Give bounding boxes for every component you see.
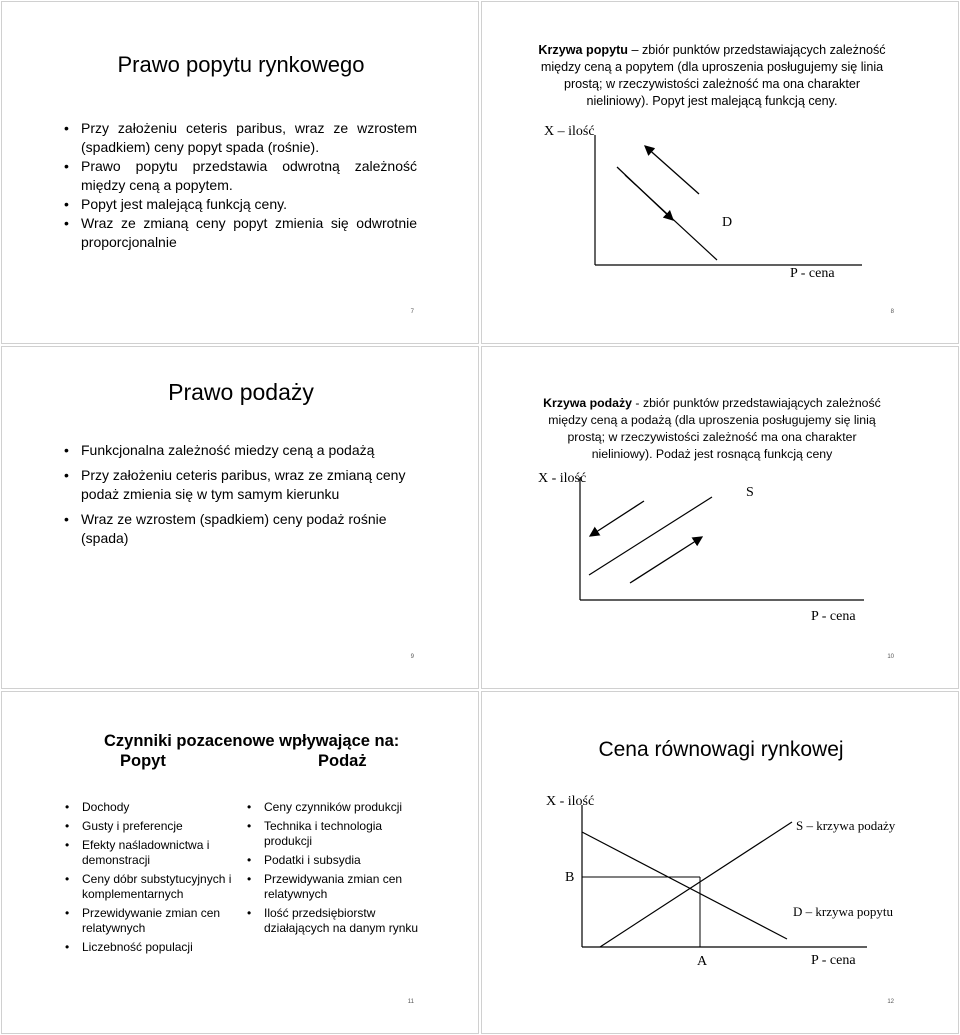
bullet-item: • Przy założeniu ceteris paribus, wraz ze wzrostem (spadkiem) ceny popyt spada (rośnie). bbox=[62, 119, 417, 157]
slide-title: Prawo popytu rynkowego bbox=[117, 52, 365, 77]
slide-title: Cena równowagi rynkowej bbox=[598, 738, 844, 761]
curve-label-d: D bbox=[722, 215, 733, 230]
demand-curve bbox=[582, 832, 787, 939]
page-number: 11 bbox=[407, 999, 414, 1005]
slide-10 bbox=[481, 346, 959, 689]
list-item: • Ceny dóbr substytucyjnych i komplementarnych bbox=[63, 872, 243, 902]
bullet-item: • Popyt jest malejącą funkcją ceny. bbox=[62, 195, 417, 214]
y-axis-label: X – ilość bbox=[544, 124, 595, 139]
supply-curve bbox=[589, 497, 712, 575]
page-number: 10 bbox=[887, 654, 894, 660]
page-number: 9 bbox=[410, 654, 414, 660]
curve-label-s: S bbox=[746, 485, 754, 500]
shift-arrow-down bbox=[617, 167, 673, 220]
list-item: • Podatki i subsydia bbox=[245, 853, 420, 868]
x-axis-label: P - cena bbox=[790, 266, 835, 281]
bullet-list bbox=[62, 119, 417, 252]
supply-curve-label: S – krzywa podaży bbox=[796, 818, 896, 833]
slide-12 bbox=[481, 691, 959, 1034]
demand-curve-label: D – krzywa popytu bbox=[793, 904, 894, 919]
bullet-item: • Prawo popytu przedstawia odwrotną zależność między ceną a popytem. bbox=[62, 157, 417, 195]
list-item: • Przewidywania zmian cen relatywnych bbox=[245, 872, 420, 902]
page-number: 12 bbox=[887, 999, 894, 1005]
column-heading-podaz: Podaż bbox=[318, 752, 367, 770]
shift-arrow-up bbox=[645, 146, 699, 194]
demand-chart bbox=[482, 2, 959, 344]
supply-factors-list bbox=[245, 800, 420, 936]
bullet-item: • Wraz ze zmianą ceny popyt zmienia się odwrotnie proporcjonalnie bbox=[62, 214, 417, 252]
page-number: 7 bbox=[410, 309, 414, 315]
point-b-label: B bbox=[565, 870, 575, 885]
definition-term: Krzywa podaży bbox=[543, 396, 633, 410]
list-item: • Dochody bbox=[63, 800, 243, 815]
slide-7 bbox=[1, 1, 479, 344]
y-axis-label: X - ilość bbox=[546, 794, 595, 809]
definition-body: - zbiór punktów przedstawiających zależność między ceną a podażą (dla uproszenia posługujemy się linią prostą; w rzeczywistości zależność ma ona charakter nieliniowy). Podaż jest rosnącą funkcją ceny bbox=[548, 396, 881, 461]
demand-factors-list bbox=[63, 800, 243, 955]
definition-term: Krzywa popytu bbox=[538, 43, 628, 57]
list-item: • Ceny czynników produkcji bbox=[245, 800, 420, 815]
bullet-list bbox=[62, 441, 422, 548]
bullet-item: • Funkcjonalna zależność miedzy ceną a podażą bbox=[62, 441, 422, 460]
y-axis-label: X - ilość bbox=[538, 471, 587, 486]
supply-curve bbox=[600, 822, 792, 947]
definition-body: – zbiór punktów przedstawiających zależność między ceną a popytem (dla uproszenia posługujemy się linia prostą; w rzeczywistości zależność ma ona charakter nieliniowy). Popyt jest malejącą funkcją ceny. bbox=[540, 43, 886, 108]
list-item: • Liczebność populacji bbox=[63, 940, 243, 955]
shift-arrow-right bbox=[630, 537, 702, 583]
x-axis-label: P - cena bbox=[811, 609, 856, 624]
slide-title: Prawo podaży bbox=[168, 379, 314, 405]
bullet-item: • Przy założeniu ceteris paribus, wraz ze zmianą ceny podaż zmienia się w tym samym kierunku bbox=[62, 466, 422, 504]
slide-11 bbox=[1, 691, 479, 1034]
list-item: • Technika i technologia produkcji bbox=[245, 819, 420, 849]
slide-9 bbox=[1, 346, 479, 689]
point-a-label: A bbox=[697, 954, 708, 969]
bullet-item: • Wraz ze wzrostem (spadkiem) ceny podaż rośnie (spada) bbox=[62, 510, 422, 548]
supply-chart bbox=[482, 347, 959, 689]
list-item: • Gusty i preferencje bbox=[63, 819, 243, 834]
x-axis-label: P - cena bbox=[811, 953, 856, 968]
list-item: • Przewidywanie zmian cen relatywnych bbox=[63, 906, 243, 936]
slide-8 bbox=[481, 1, 959, 344]
shift-arrow-left bbox=[590, 501, 644, 536]
list-item: • Ilość przedsiębiorstw działających na danym rynku bbox=[245, 906, 420, 936]
slide-title: Czynniki pozacenowe wpływające na: bbox=[104, 732, 400, 750]
page-number: 8 bbox=[890, 309, 894, 315]
list-item: • Efekty naśladownictwa i demonstracji bbox=[63, 838, 243, 868]
equilibrium-chart bbox=[482, 692, 959, 1034]
column-heading-popyt: Popyt bbox=[120, 752, 166, 770]
